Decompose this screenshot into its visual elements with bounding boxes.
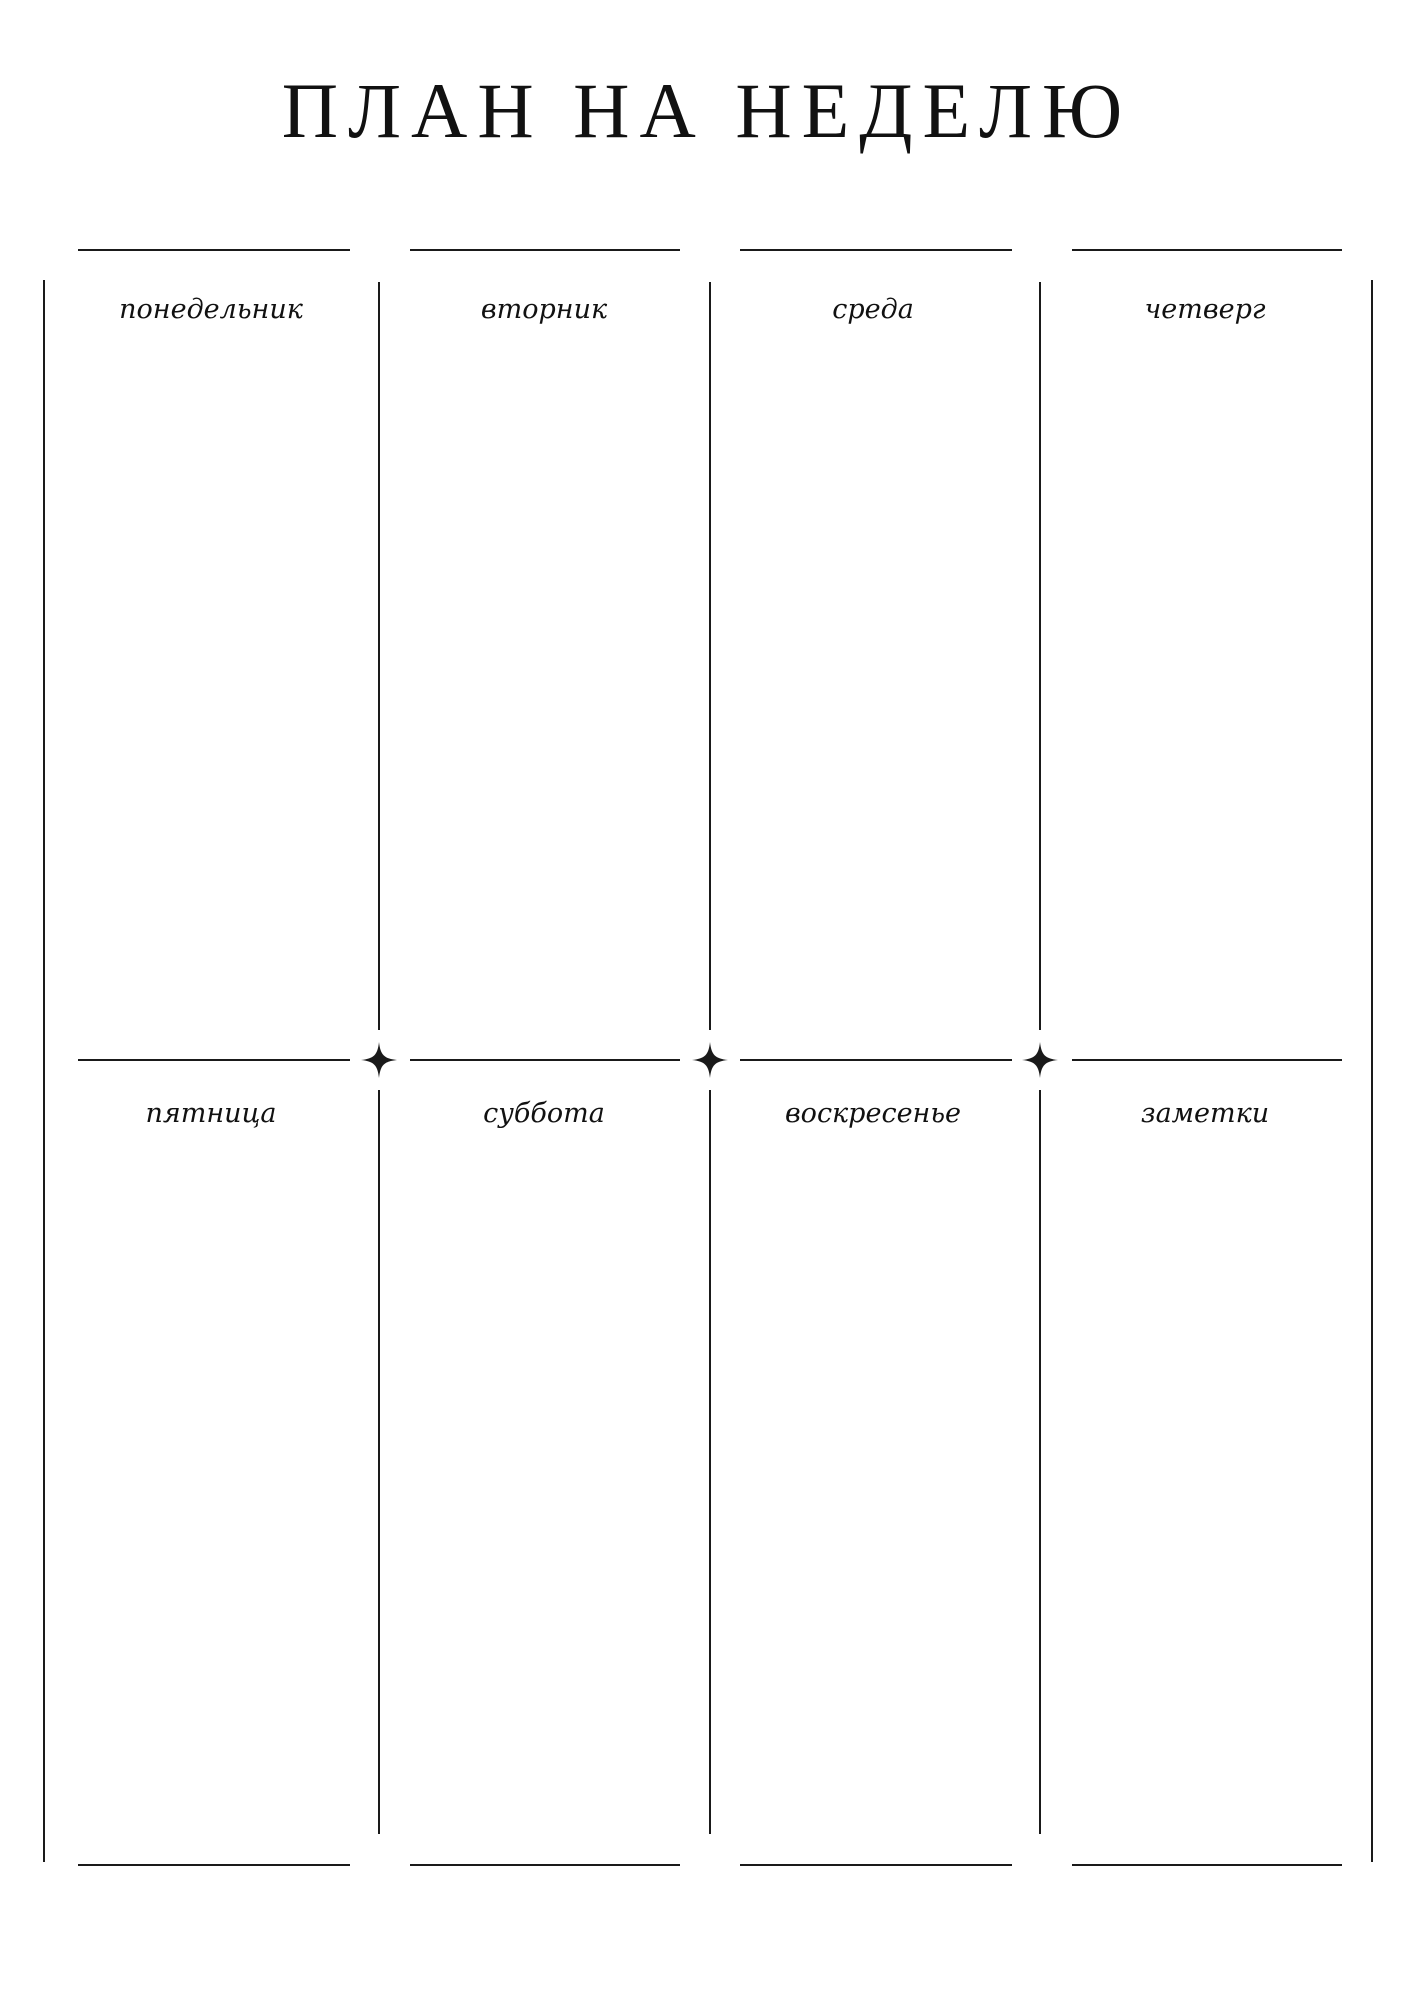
day-label-tuesday: вторник bbox=[480, 294, 608, 325]
page-title: ПЛАН НА НЕДЕЛЮ bbox=[281, 67, 1133, 154]
middle-divider-1 bbox=[78, 1059, 350, 1061]
left-border bbox=[43, 280, 45, 1862]
column-divider-lower-3 bbox=[1039, 1090, 1041, 1834]
top-divider-2 bbox=[410, 249, 680, 251]
column-divider-upper-2 bbox=[709, 282, 711, 1030]
four-point-star-icon bbox=[361, 1042, 397, 1078]
bottom-divider-4 bbox=[1072, 1864, 1342, 1866]
middle-divider-2 bbox=[410, 1059, 680, 1061]
day-label-monday: понедельник bbox=[119, 294, 303, 325]
middle-divider-4 bbox=[1072, 1059, 1342, 1061]
column-divider-upper-3 bbox=[1039, 282, 1041, 1030]
column-divider-lower-2 bbox=[709, 1090, 711, 1834]
bottom-divider-3 bbox=[740, 1864, 1012, 1866]
middle-divider-3 bbox=[740, 1059, 1012, 1061]
column-divider-upper-1 bbox=[378, 282, 380, 1030]
day-label-friday: пятница bbox=[145, 1098, 277, 1129]
notes-label: заметки bbox=[1140, 1098, 1270, 1129]
top-divider-1 bbox=[78, 249, 350, 251]
bottom-divider-1 bbox=[78, 1864, 350, 1866]
four-point-star-icon bbox=[1022, 1042, 1058, 1078]
bottom-divider-2 bbox=[410, 1864, 680, 1866]
column-divider-lower-1 bbox=[378, 1090, 380, 1834]
day-label-thursday: четверг bbox=[1144, 294, 1266, 325]
day-label-wednesday: среда bbox=[832, 294, 914, 325]
top-divider-3 bbox=[740, 249, 1012, 251]
right-border bbox=[1371, 280, 1373, 1862]
day-label-sunday: воскресенье bbox=[784, 1098, 962, 1129]
top-divider-4 bbox=[1072, 249, 1342, 251]
day-label-saturday: суббота bbox=[483, 1098, 605, 1129]
four-point-star-icon bbox=[692, 1042, 728, 1078]
